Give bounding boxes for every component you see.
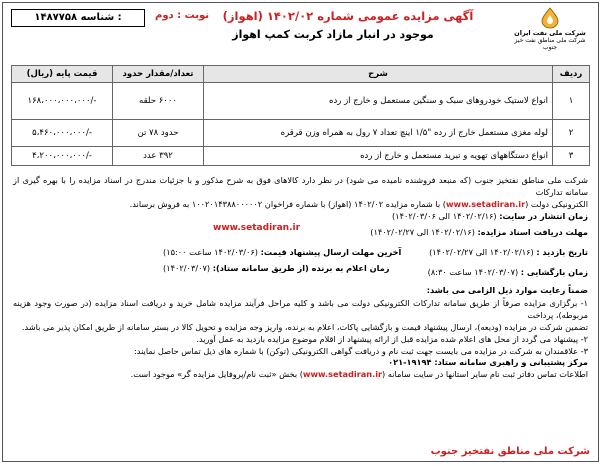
publish-date xyxy=(392,211,588,223)
site-watermark: www.setadiran.ir xyxy=(213,223,301,233)
publish-date-label: زمان انتشار در سایت: xyxy=(499,211,588,222)
bid-deadline-value: (۱۴۰۲/۰۳/۰۶ ساعت ۱۵:۰۰) xyxy=(163,247,258,258)
notice-page xyxy=(2,2,599,462)
publish-date-value: (۱۴۰۲/۰۲/۱۶ الی ۱۴۰۲/۰۳/۰۶) xyxy=(391,211,497,222)
row-quantity: ۶۰۰۰ حلقه xyxy=(113,83,204,120)
table-header-row xyxy=(12,66,590,83)
col-header-quantity: تعداد/مقدار حدود xyxy=(113,66,204,83)
support-center: مرکز پشتیبانی و راهبری سامانه ستاد: ۱۹۱۹۴-۰۲۱ xyxy=(388,357,588,368)
visit-date xyxy=(429,247,588,259)
row-description: لوله مغزی مستعمل خارج از رده "۱/۵ اینچ تعداد ۷ رول به همراه وزن قرقره xyxy=(204,120,553,147)
note-1-line2: تضمین شرکت در مزایده (ودیعه)، ارسال پیشنهاد قیمت و بازگشایی پاکات، اعلام به برنده، واریز وجه مزایده و تحویل کالا در بستر سامانه از طریق امکان پذیر می باشد. xyxy=(21,321,588,332)
dates-block xyxy=(13,210,588,298)
bid-deadline xyxy=(163,247,401,259)
row-price: ۴،۲۰۰،۰۰۰،۰۰۰/- xyxy=(12,147,113,166)
notice-body xyxy=(13,175,588,381)
notice-subtitle: موجود در انبار مازاد کربت کمپ اهواز xyxy=(232,28,434,41)
col-header-row-no: ردیف xyxy=(553,66,590,83)
notice-id-value: ۱۴۸۷۷۵۸ xyxy=(34,12,78,23)
notes-title: ضمناً رعایت موارد ذیل الزامی می باشد: xyxy=(426,285,588,296)
table-row xyxy=(12,83,590,120)
visit-date-label: تاریخ بازدید : xyxy=(536,247,588,258)
company-logo xyxy=(510,7,590,51)
row-number: ۲ xyxy=(553,120,590,147)
offices-info xyxy=(13,369,588,381)
offices-info-start: اطلاعات تماس دفاتر ثبت نام سایر استانها در سایت سامانه ( xyxy=(382,369,588,380)
footer-company: شرکت ملی مناطق نفتخیز جنوب xyxy=(430,446,590,457)
note-3: ۳- علاقمندان به شرکت در مزایده می بایست جهت ثبت نام و دریافت گواهی الکترونیکی (توکن) با شماره های ذیل تماس حاصل نمایند: xyxy=(134,345,588,356)
offices-info-end: ) بخش «ثبت نام/پروفایل مزایده گر» موجود است. xyxy=(130,369,303,380)
winner-announce-label: زمان اعلام به برنده (از طریق سامانه ستاد): xyxy=(212,263,390,274)
winner-announce-value: (۱۴۰۲/۰۳/۰۷) xyxy=(163,263,211,274)
items-table xyxy=(11,65,590,166)
company-name-line2: شرکت ملی مناطق نفت خیز جنوب xyxy=(514,37,586,51)
header xyxy=(3,3,598,49)
col-header-description: شرح xyxy=(204,66,553,83)
notice-id-box xyxy=(11,9,145,27)
docs-deadline-value: (۱۴۰۲/۰۲/۱۶ الی ۱۴۰۲/۰۲/۲۷) xyxy=(370,227,475,238)
company-name-line1: شرکت ملی نفت ایران xyxy=(514,29,586,37)
row-description: انواع دستگاههای تهویه و تبرید مستعمل و خارج از رده xyxy=(204,147,553,166)
row-price: ۱۶۸،۰۰۰،۰۰۰،۰۰۰/- xyxy=(12,83,113,120)
docs-deadline xyxy=(370,227,588,239)
intro-line2 xyxy=(13,199,588,211)
setad-link-2[interactable]: www.setadiran.ir xyxy=(302,369,383,380)
note-1-line1: ۱- برگزاری مزایده صرفاً از طریق سامانه تدارکات الکترونیکی دولت می باشد و کلیه مراحل فرآیند مزایده شامل خرید و دریافت اسناد مزایده (در صورت وجود هزینه مربوطه)، پرداخت xyxy=(13,298,588,321)
row-quantity: حدود ۷۸ تن xyxy=(113,120,204,147)
note-2: ۲- پیشنهاد می گردد از محل های اعلام شده مزایده قبل از ارائه پیشنهاد از اقلام موضوع مزایده بازدید به عمل آورید. xyxy=(196,333,588,344)
notice-title: آگهی مزایده عمومی شماره ۱۴۰۲/۰۲ (اهواز) xyxy=(222,9,474,23)
oil-company-emblem-icon xyxy=(537,7,563,29)
notice-id-label: شناسه : xyxy=(80,12,122,23)
opening-date-value: (۱۴۰۲/۰۳/۰۷ ساعت ۸:۳۰) xyxy=(427,267,519,278)
table-row xyxy=(12,147,590,166)
opening-date-label: زمان بازگشایی : xyxy=(520,267,588,278)
row-quantity: ۳۹۲ عدد xyxy=(113,147,204,166)
row-description: انواع لاستیک خودروهای سبک و سنگین مستعمل و خارج از رده xyxy=(204,83,553,120)
intro-line1: شرکت ملی مناطق نفتخیز جنوب (که منبعد فروشنده نامیده می شود) در نظر دارد کالاهای فوق به شرح مذکور و با جزئیات مندرج در اسناد مزایده را با بهره گیری از سامانه تدارکات xyxy=(13,175,588,197)
setad-link[interactable]: www.setadiran.ir xyxy=(445,198,526,209)
winner-announce xyxy=(163,263,390,275)
table-row xyxy=(12,120,590,147)
docs-deadline-label: مهلت دریافت اسناد مزایده: xyxy=(477,227,588,238)
turn-label: نوبت : دوم xyxy=(155,10,210,21)
intro-line2-end: ) با شماره مزایده ۱۴۰۲/۰۲ (اهواز) با شماره فراخوان ۱۰۰۲۰۱۴۳۸۸۰۰۰۰۰۲ به فروش برساند. xyxy=(129,198,446,209)
intro-line2-start: الکترونیکی دولت ( xyxy=(525,198,588,209)
row-number: ۳ xyxy=(553,147,590,166)
visit-date-value: (۱۴۰۲/۰۲/۱۶ الی ۱۴۰۲/۰۲/۲۷) xyxy=(429,247,534,258)
row-number: ۱ xyxy=(553,83,590,120)
bid-deadline-label: آخرین مهلت ارسال پیشنهاد قیمت: xyxy=(260,247,402,258)
row-price: ۵،۴۶۰،۰۰۰،۰۰۰/- xyxy=(12,120,113,147)
opening-date xyxy=(428,267,588,279)
col-header-base-price: قیمت پایه (ریال) xyxy=(12,66,113,83)
